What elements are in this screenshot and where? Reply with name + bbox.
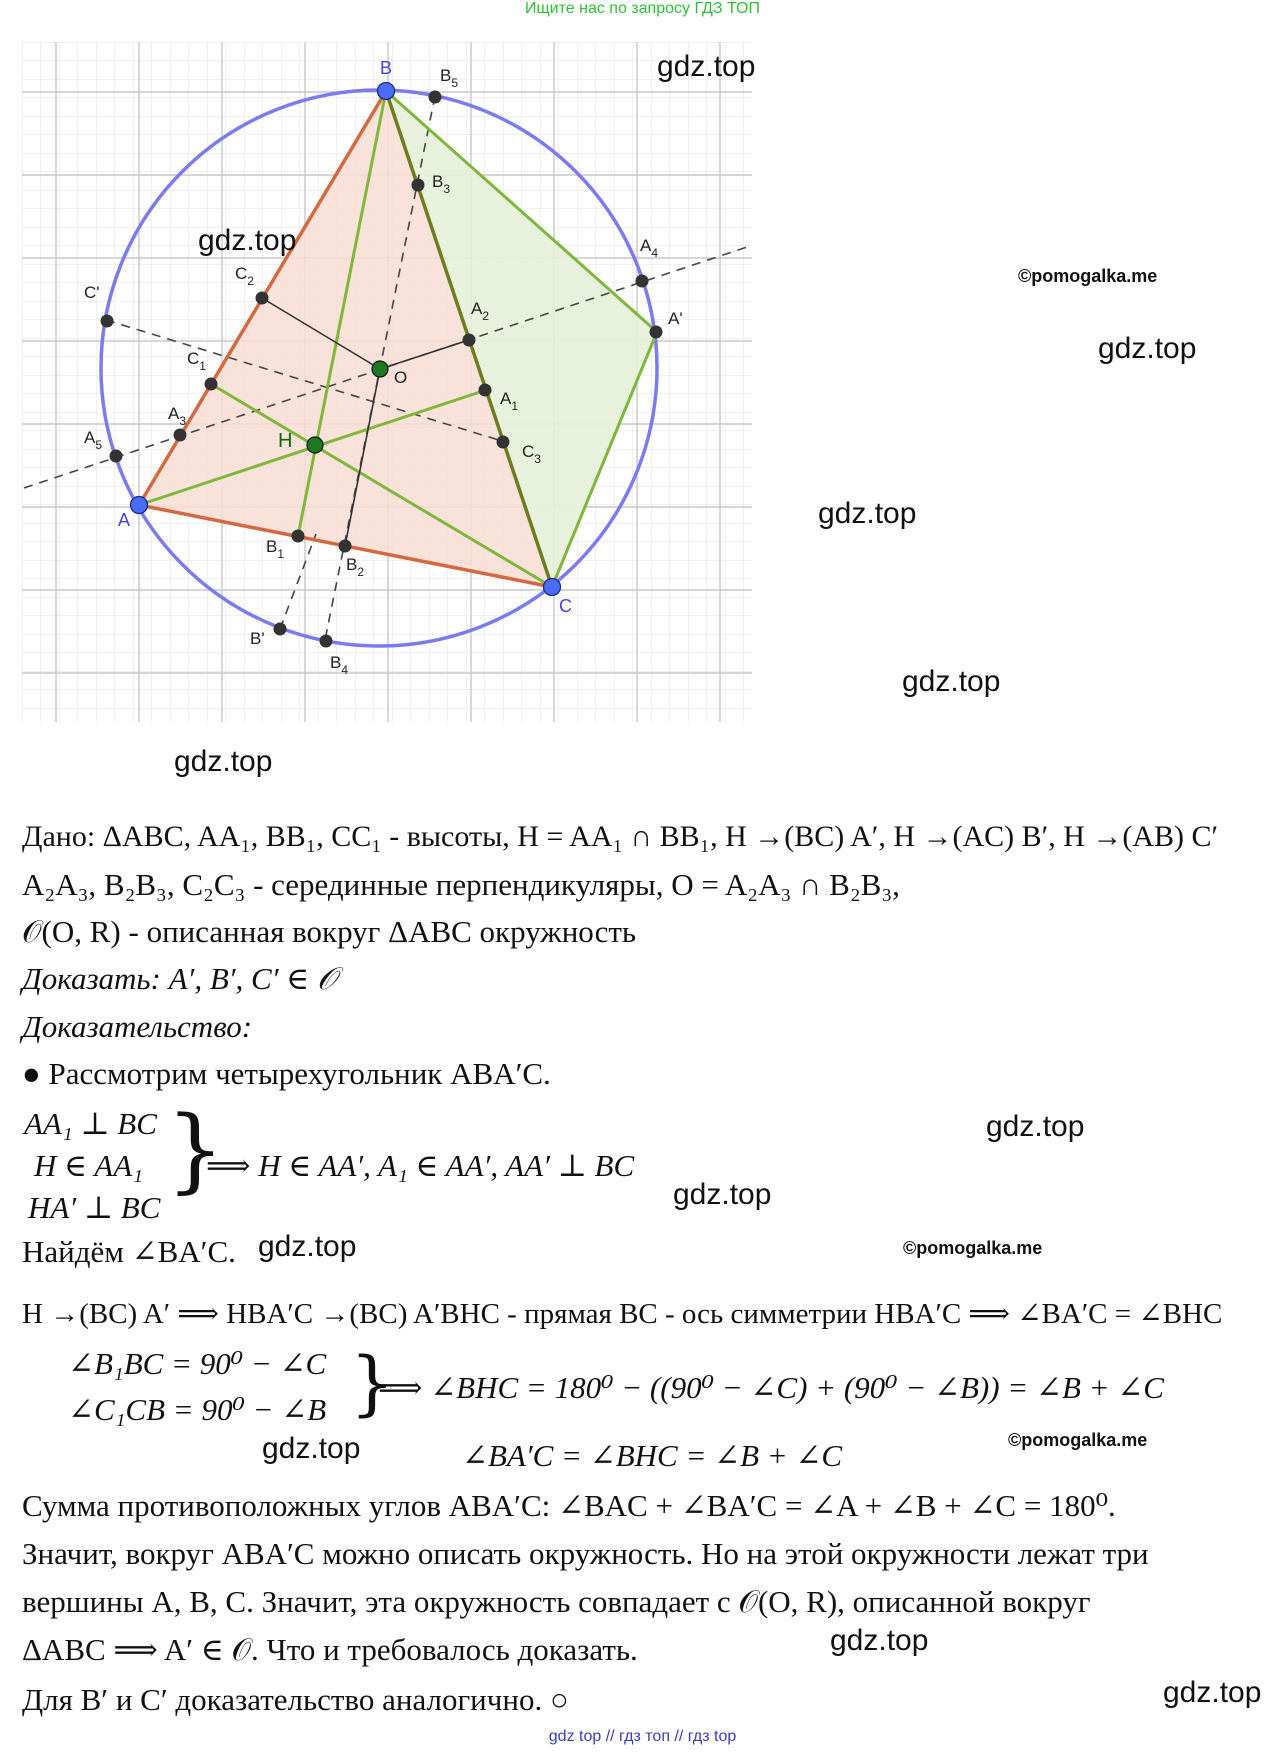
label-c2: $C_2$ bbox=[235, 264, 254, 288]
watermark-gdz: gdz.top bbox=[1163, 1676, 1262, 1709]
sys2-result: ⟹ ∠BHC = 180⁰ − ((90⁰ − ∠C) + (90⁰ − ∠B)) = ∠B + ∠C bbox=[378, 1370, 1164, 1405]
point-b1 bbox=[292, 530, 305, 543]
point-c-prime bbox=[101, 315, 114, 328]
text-find-angle: Найдём ∠BA′C. bbox=[22, 1234, 236, 1269]
text-conclusion-2: вершины A, B, C. Значит, эта окружность совпадает с 𝒪(O, R), описанной вокруг bbox=[22, 1584, 1091, 1619]
watermark-gdz: gdz.top bbox=[673, 1178, 772, 1211]
point-a1 bbox=[479, 384, 492, 397]
text-bisectors: A₂A₃, B₂B₃, C₂C₃ - серединные перпендикуляры, O = A₂A₃ ∩ B₂B₃, bbox=[22, 867, 900, 902]
label-a: A bbox=[118, 510, 131, 530]
label-a-prime: A' bbox=[668, 309, 683, 328]
watermark-gdz: gdz.top bbox=[902, 665, 1001, 698]
vertex-c bbox=[544, 579, 561, 596]
label-c-prime: C' bbox=[84, 283, 100, 302]
text-consider: ● Рассмотрим четырехугольник ABA′C. bbox=[22, 1056, 551, 1091]
point-h bbox=[307, 437, 323, 453]
sys1-result: ⟹ H ∈ AA′, A₁ ∈ AA′, AA′ ⊥ BC bbox=[206, 1148, 635, 1183]
watermark-gdz: gdz.top bbox=[830, 1624, 929, 1657]
point-a-prime bbox=[650, 326, 663, 339]
text-proof-heading: Доказательство: bbox=[22, 1009, 253, 1044]
geometry-figure bbox=[22, 42, 752, 722]
point-b5 bbox=[429, 91, 442, 104]
label-h: H bbox=[278, 430, 293, 452]
sys2-line1: ∠B₁BC = 90⁰ − ∠C bbox=[68, 1346, 327, 1381]
point-a4 bbox=[636, 275, 649, 288]
text-conclusion-1: Значит, вокруг ABA′C можно описать окружность. Но на этой окружности лежат три bbox=[22, 1536, 1149, 1571]
text-angle-equality: ∠BA′C = ∠BHC = ∠B + ∠C bbox=[462, 1438, 843, 1473]
watermark-gdz: gdz.top bbox=[198, 224, 297, 257]
label-a1: $A_1$ bbox=[500, 389, 519, 413]
label-b4: $B_4$ bbox=[330, 653, 349, 677]
footer-note: gdz top // гдз топ // гдз top bbox=[548, 1728, 737, 1745]
point-c3 bbox=[497, 436, 510, 449]
point-b2 bbox=[339, 540, 352, 553]
sys1-line2: H ∈ AA₁ bbox=[34, 1148, 143, 1183]
watermark-gdz: gdz.top bbox=[258, 1230, 357, 1263]
brace-right: } bbox=[350, 1342, 395, 1424]
point-a5 bbox=[110, 450, 123, 463]
point-b-prime bbox=[274, 623, 287, 636]
label-b3: $B_3$ bbox=[432, 172, 451, 196]
watermark-pomogalka: ©pomogalka.me bbox=[903, 1238, 1043, 1258]
watermark-gdz: gdz.top bbox=[657, 50, 756, 83]
label-b5: $B_5$ bbox=[440, 66, 459, 90]
label-b: B bbox=[380, 58, 393, 78]
watermark-gdz: gdz.top bbox=[262, 1432, 361, 1465]
label-c1: $C_1$ bbox=[187, 349, 206, 373]
label-b2: $B_2$ bbox=[346, 555, 365, 579]
text-circle: 𝒪(O, R) - описанная вокруг ΔABC окружность bbox=[22, 914, 637, 949]
sys1-line1: AA₁ ⊥ BC bbox=[24, 1106, 157, 1141]
vertex-b bbox=[378, 83, 395, 100]
point-o bbox=[372, 361, 388, 377]
label-b-prime: B' bbox=[250, 629, 265, 648]
watermark-gdz: gdz.top bbox=[174, 745, 273, 778]
label-o: O bbox=[394, 368, 408, 387]
brace-right: } bbox=[166, 1096, 225, 1203]
point-a3 bbox=[174, 429, 187, 442]
point-b4 bbox=[320, 635, 333, 648]
text-given: Дано: ΔABC, AA₁, BB₁, CC₁ - высоты, H = AA₁ ∩ BB₁, H →(BC) A′, H →(AC) B′, H →(AB) C′ bbox=[22, 820, 1219, 853]
text-analogous: Для B′ и C′ доказательство аналогично. ○ bbox=[22, 1682, 569, 1717]
point-c1 bbox=[205, 378, 218, 391]
point-a2 bbox=[463, 334, 476, 347]
label-c3: $C_3$ bbox=[522, 442, 541, 466]
label-a2: $A_2$ bbox=[471, 299, 490, 323]
label-b1: $B_1$ bbox=[266, 537, 285, 561]
text-symmetry: H →(BC) A′ ⟹ HBA′C →(BC) A′BHC - прямая BC - ось симметрии HBA′C ⟹ ∠BA′C = ∠BHC bbox=[22, 1298, 1223, 1330]
vertex-a bbox=[131, 497, 148, 514]
watermark-gdz: gdz.top bbox=[986, 1110, 1085, 1143]
header-note: Ищите нас по запросу ГДЗ ТОП bbox=[525, 0, 760, 17]
sys1-line3: HA′ ⊥ BC bbox=[28, 1190, 161, 1225]
label-a3: $A_3$ bbox=[168, 404, 187, 428]
point-c2 bbox=[256, 292, 269, 305]
watermark-gdz: gdz.top bbox=[1098, 332, 1197, 365]
text-conclusion-3: ΔABC ⟹ A′ ∈ 𝒪. Что и требовалось доказать. bbox=[22, 1632, 638, 1667]
watermark-pomogalka: ©pomogalka.me bbox=[1008, 1430, 1148, 1450]
watermark-pomogalka: ©pomogalka.me bbox=[1018, 266, 1158, 286]
text-to-prove: Доказать: A′, B′, C′ ∈ 𝒪 bbox=[22, 961, 337, 996]
sys2-line2: ∠C₁CB = 90⁰ − ∠B bbox=[68, 1392, 327, 1427]
text-opposite-angles: Сумма противоположных углов ABA′C: ∠BAC + ∠BA′C = ∠A + ∠B + ∠C = 180⁰. bbox=[22, 1488, 1116, 1523]
watermark-gdz: gdz.top bbox=[818, 497, 917, 530]
label-a5: $A_5$ bbox=[84, 428, 103, 452]
label-a4: $A_4$ bbox=[640, 236, 659, 260]
label-c: C bbox=[559, 596, 572, 616]
point-b3 bbox=[412, 179, 425, 192]
